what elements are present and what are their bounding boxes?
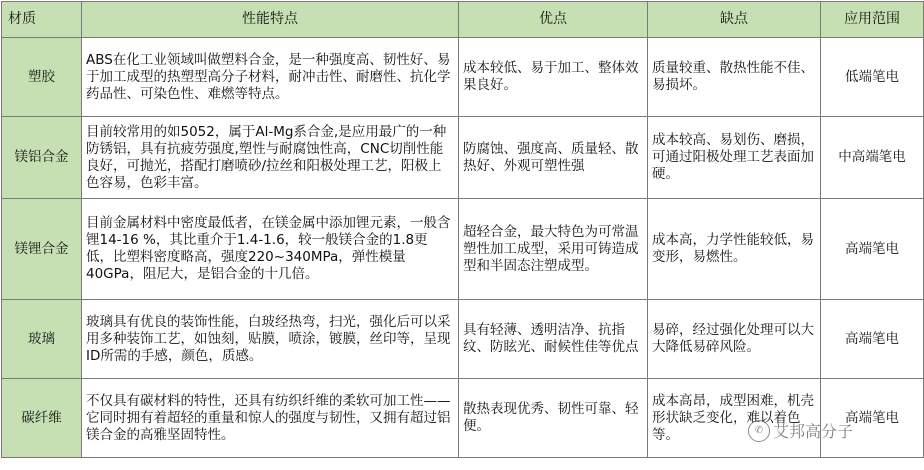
table-row [2, 199, 924, 300]
material-cell: 玻璃 [2, 300, 82, 379]
cons-cell: 成本高，力学性能较低，易变形，易燃性。 [648, 199, 821, 300]
table-row [2, 379, 924, 458]
header-usage: 应用范围 [821, 2, 924, 38]
usage-cell: 中高端笔电 [821, 117, 924, 199]
properties-cell: 目前较常用的如5052，属于Al-Mg系合金,是应用最广的一种防锈铝，具有抗疲劳强度,塑性与耐腐蚀性高，CNC切削性能良好，可抛光，搭配打磨喷砂/拉丝和阳极处理工艺，阳极上色容易，色彩丰富。 [82, 117, 459, 199]
usage-cell: 高端笔电 [821, 379, 924, 458]
usage-cell: 高端笔电 [821, 300, 924, 379]
cons-cell: 易碎，经过强化处理可以大大降低易碎风险。 [648, 300, 821, 379]
material-cell: 碳纤维 [2, 379, 82, 458]
pros-cell: 成本较低、易于加工、整体效果良好。 [459, 38, 648, 117]
properties-cell: 玻璃具有优良的装饰性能，白玻经热弯，扫光，强化后可以采用多种装饰工艺，如蚀刻，贴膜，喷涂，镀膜，丝印等，呈现ID所需的手感，颜色，质感。 [82, 300, 459, 379]
wechat-logo-icon: ✆ [748, 420, 770, 442]
properties-cell: 不仅具有碳材料的特性，还具有纺织纤维的柔软可加工性——它同时拥有着超轻的重量和惊人的强度与韧性，又拥有超过铝镁合金的高雅坚固特性。 [82, 379, 459, 458]
materials-table [1, 1, 924, 458]
table-row [2, 300, 924, 379]
pros-cell: 防腐蚀、强度高、质量轻、散热好、外观可塑性强 [459, 117, 648, 199]
header-pros: 优点 [459, 2, 648, 38]
header-cons: 缺点 [648, 2, 821, 38]
header-properties: 性能特点 [82, 2, 459, 38]
usage-cell: 高端笔电 [821, 199, 924, 300]
table-row [2, 117, 924, 199]
cons-cell: 成本高昂，成型困难，机壳形状缺乏变化，难以着色等。 [648, 379, 821, 458]
header-material: 材质 [2, 2, 82, 38]
pros-cell: 超轻合金，最大特色为可常温塑性加工成型，采用可铸造成型和半固态注塑成型。 [459, 199, 648, 300]
usage-cell: 低端笔电 [821, 38, 924, 117]
watermark-text: 艾邦高分子 [773, 422, 854, 441]
cons-cell: 成本较高、易划伤、磨损，可通过阳极处理工艺表面加硬。 [648, 117, 821, 199]
properties-cell: 目前金属材料中密度最低者，在镁金属中添加锂元素，一般含锂14-16 %，其比重介于1.4-1.6，较一般镁合金的1.8更低，比塑料密度略高，强度220~340MPa，弹性模量40GPa，阻尼大，是铝合金的十几倍。 [82, 199, 459, 300]
pros-cell: 散热表现优秀、韧性可靠、轻便。 [459, 379, 648, 458]
material-cell: 镁铝合金 [2, 117, 82, 199]
table-row [2, 38, 924, 117]
properties-cell: ABS在化工业领域叫做塑料合金，是一种强度高、韧性好、易于加工成型的热塑型高分子材料，耐冲击性、耐磨性、抗化学药品性、可染色性、难燃等特点。 [82, 38, 459, 117]
cons-cell: 质量较重、散热性能不佳、易损坏。 [648, 38, 821, 117]
material-cell: 镁锂合金 [2, 199, 82, 300]
header-row [2, 2, 924, 38]
material-cell: 塑胶 [2, 38, 82, 117]
pros-cell: 具有轻薄、透明洁净、抗指纹、防眩光、耐候性佳等优点 [459, 300, 648, 379]
